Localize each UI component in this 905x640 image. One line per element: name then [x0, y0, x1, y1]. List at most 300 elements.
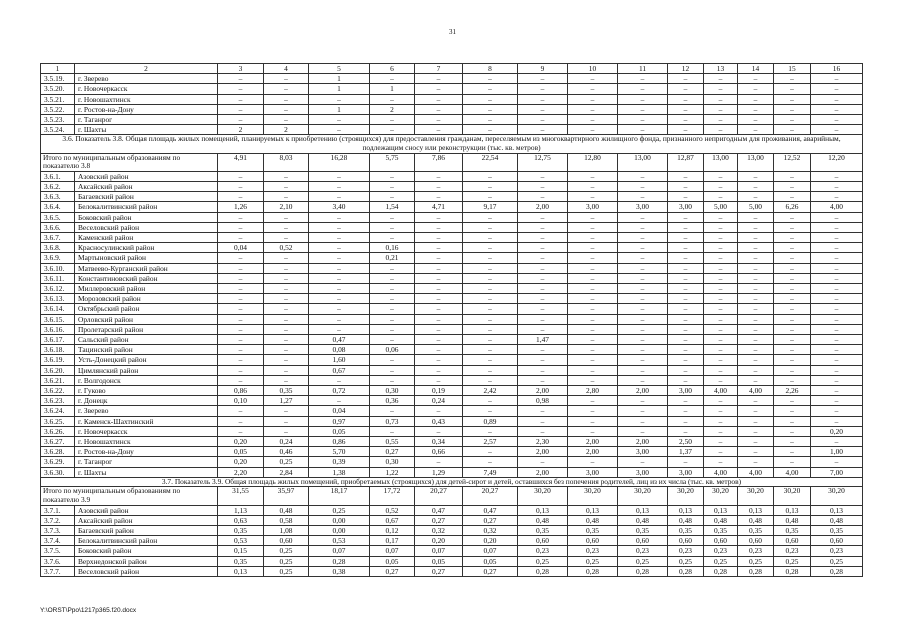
row-code: 3.6.16. [41, 324, 75, 334]
value-cell: – [518, 192, 568, 202]
total-value: 13,00 [738, 153, 774, 171]
value-cell: – [370, 212, 415, 222]
table-row [41, 426, 863, 436]
total-value: 30,20 [668, 487, 704, 505]
value-cell: – [518, 125, 568, 135]
value-cell: – [811, 243, 863, 253]
value-cell: – [774, 74, 811, 84]
value-cell: – [668, 243, 704, 253]
value-cell: – [264, 263, 309, 273]
value-cell: – [704, 304, 738, 314]
value-cell: – [668, 253, 704, 263]
total-value: 8,03 [264, 153, 309, 171]
value-cell: – [618, 426, 668, 436]
value-cell: – [518, 406, 568, 416]
total-value: 31,55 [218, 487, 264, 505]
value-cell: – [811, 84, 863, 94]
column-number: 4 [264, 64, 309, 74]
value-cell: 0,23 [774, 546, 811, 556]
value-cell: 1,29 [415, 467, 463, 477]
row-code: 3.6.1. [41, 171, 75, 181]
value-cell: 7,49 [463, 467, 518, 477]
row-code: 3.6.18. [41, 345, 75, 355]
value-cell: 0,05 [218, 447, 264, 457]
value-cell: 2,00 [518, 447, 568, 457]
value-cell: 0,52 [264, 243, 309, 253]
value-cell: – [463, 375, 518, 385]
value-cell: – [738, 273, 774, 283]
value-cell: 2,50 [668, 437, 704, 447]
value-cell: – [811, 457, 863, 467]
value-cell: 0,13 [668, 505, 704, 515]
value-cell: – [415, 222, 463, 232]
value-cell: – [668, 94, 704, 104]
total-value: 13,00 [704, 153, 738, 171]
value-cell: 4,00 [704, 386, 738, 396]
value-cell: 0,27 [415, 515, 463, 525]
value-cell: 0,28 [518, 566, 568, 576]
row-code: 3.6.27. [41, 437, 75, 447]
value-cell: – [518, 457, 568, 467]
value-cell: – [774, 104, 811, 114]
table-row [41, 94, 863, 104]
municipality-name: г. Донецк [75, 396, 218, 406]
value-cell: – [704, 171, 738, 181]
value-cell: – [218, 284, 264, 294]
value-cell: – [463, 94, 518, 104]
column-number: 7 [415, 64, 463, 74]
table-row [41, 115, 863, 125]
value-cell: 0,00 [309, 526, 370, 536]
value-cell: – [774, 125, 811, 135]
table-row [41, 556, 863, 566]
value-cell: – [704, 324, 738, 334]
value-cell: 0,60 [811, 536, 863, 546]
municipality-name: г. Новошахтинск [75, 437, 218, 447]
municipality-name: г. Каменск-Шахтинский [75, 416, 218, 426]
value-cell: – [704, 314, 738, 324]
value-cell: – [264, 355, 309, 365]
value-cell: – [811, 324, 863, 334]
value-cell: – [309, 324, 370, 334]
table-row [41, 125, 863, 135]
page-number: 31 [449, 28, 456, 36]
value-cell: 0,30 [370, 386, 415, 396]
value-cell: – [811, 253, 863, 263]
value-cell: 1,54 [370, 202, 415, 212]
value-cell: – [218, 74, 264, 84]
value-cell: – [370, 426, 415, 436]
value-cell: 4,00 [704, 467, 738, 477]
municipality-name: Веселовский район [75, 222, 218, 232]
value-cell: – [415, 263, 463, 273]
value-cell: – [568, 171, 618, 181]
value-cell: 1,08 [264, 526, 309, 536]
municipality-name: Веселовский район [75, 566, 218, 576]
value-cell: 0,28 [618, 566, 668, 576]
indicator-table [40, 63, 863, 577]
value-cell: 2,00 [618, 386, 668, 396]
value-cell: 1,38 [309, 467, 370, 477]
value-cell: – [218, 355, 264, 365]
value-cell: – [774, 345, 811, 355]
row-code: 3.5.20. [41, 84, 75, 94]
value-cell: – [370, 192, 415, 202]
column-number: 10 [568, 64, 618, 74]
value-cell: – [738, 94, 774, 104]
table-row [41, 171, 863, 181]
municipality-name: Аксайский район [75, 182, 218, 192]
value-cell: 0,25 [704, 556, 738, 566]
value-cell: 0,07 [370, 546, 415, 556]
value-cell: – [618, 233, 668, 243]
value-cell: – [618, 74, 668, 84]
value-cell: – [568, 104, 618, 114]
value-cell: – [618, 115, 668, 125]
value-cell: – [568, 416, 618, 426]
value-cell: – [738, 365, 774, 375]
value-cell: – [370, 365, 415, 375]
value-cell: 2,30 [518, 437, 568, 447]
value-cell: – [738, 192, 774, 202]
value-cell: 0,23 [568, 546, 618, 556]
table-row [41, 182, 863, 192]
value-cell: – [309, 253, 370, 263]
value-cell: – [618, 365, 668, 375]
municipality-name: г. Новошахтинск [75, 94, 218, 104]
value-cell: – [309, 94, 370, 104]
value-cell: – [811, 437, 863, 447]
value-cell: – [218, 192, 264, 202]
row-code: 3.6.26. [41, 426, 75, 436]
value-cell: – [518, 426, 568, 436]
value-cell: – [218, 253, 264, 263]
value-cell: – [774, 243, 811, 253]
value-cell: 1,27 [264, 396, 309, 406]
value-cell: 0,13 [738, 505, 774, 515]
value-cell: – [811, 304, 863, 314]
value-cell: – [811, 355, 863, 365]
value-cell: – [774, 314, 811, 324]
value-cell: – [738, 233, 774, 243]
municipality-name: Азовский район [75, 171, 218, 181]
value-cell: – [811, 94, 863, 104]
value-cell: 0,05 [370, 556, 415, 566]
value-cell: 0,19 [415, 386, 463, 396]
column-number: 15 [774, 64, 811, 74]
value-cell: – [704, 104, 738, 114]
value-cell: 1 [309, 84, 370, 94]
value-cell: – [811, 365, 863, 375]
value-cell: – [774, 192, 811, 202]
value-cell: – [738, 437, 774, 447]
value-cell: 0,28 [309, 556, 370, 566]
table-row [41, 324, 863, 334]
value-cell: – [463, 294, 518, 304]
value-cell: – [463, 192, 518, 202]
value-cell: – [704, 447, 738, 457]
total-value: 30,20 [704, 487, 738, 505]
municipality-name: Аксайский район [75, 515, 218, 525]
value-cell: 2,00 [568, 447, 618, 457]
value-cell: 0,20 [415, 536, 463, 546]
value-cell: – [774, 294, 811, 304]
value-cell: 3,40 [309, 202, 370, 212]
value-cell: 0,98 [518, 396, 568, 406]
table-row [41, 243, 863, 253]
value-cell: 0,13 [774, 505, 811, 515]
value-cell: – [370, 294, 415, 304]
value-cell: – [518, 324, 568, 334]
value-cell: 2,00 [518, 202, 568, 212]
value-cell: 0,48 [668, 515, 704, 525]
value-cell: – [415, 355, 463, 365]
value-cell: – [704, 192, 738, 202]
value-cell: – [463, 263, 518, 273]
column-number: 14 [738, 64, 774, 74]
value-cell: – [218, 406, 264, 416]
value-cell: – [264, 406, 309, 416]
column-number: 3 [218, 64, 264, 74]
value-cell: – [774, 396, 811, 406]
value-cell: – [370, 324, 415, 334]
value-cell: 5,00 [704, 202, 738, 212]
value-cell: – [568, 406, 618, 416]
value-cell: – [309, 314, 370, 324]
value-cell: – [518, 115, 568, 125]
municipality-name: г. Шахты [75, 125, 218, 135]
value-cell: 3,00 [568, 467, 618, 477]
value-cell: – [738, 84, 774, 94]
value-cell: – [463, 74, 518, 84]
table-row [41, 386, 863, 396]
value-cell: – [518, 182, 568, 192]
value-cell: – [568, 294, 618, 304]
value-cell: – [568, 84, 618, 94]
value-cell: 1 [309, 104, 370, 114]
value-cell: 0,34 [415, 437, 463, 447]
value-cell: 0,36 [370, 396, 415, 406]
value-cell: – [738, 263, 774, 273]
value-cell: – [774, 84, 811, 94]
value-cell: – [218, 273, 264, 283]
value-cell: – [264, 426, 309, 436]
municipality-name: Верхнедонской район [75, 556, 218, 566]
municipality-name: Пролетарский район [75, 324, 218, 334]
value-cell: 0,35 [568, 526, 618, 536]
value-cell: – [264, 84, 309, 94]
municipality-name: г. Волгодонск [75, 375, 218, 385]
value-cell: – [370, 273, 415, 283]
value-cell: – [568, 94, 618, 104]
table-row [41, 515, 863, 525]
value-cell: – [668, 212, 704, 222]
value-cell: – [415, 253, 463, 263]
value-cell: – [518, 304, 568, 314]
value-cell: – [264, 94, 309, 104]
value-cell: 0,25 [811, 556, 863, 566]
value-cell: 0,27 [463, 566, 518, 576]
row-code: 3.6.11. [41, 273, 75, 283]
value-cell: 0,25 [518, 556, 568, 566]
value-cell: – [309, 182, 370, 192]
table-row [41, 355, 863, 365]
value-cell: – [264, 182, 309, 192]
value-cell: – [415, 406, 463, 416]
value-cell: 0,23 [668, 546, 704, 556]
value-cell: 2,00 [618, 437, 668, 447]
value-cell: – [738, 335, 774, 345]
total-value: 12,87 [668, 153, 704, 171]
table-row [41, 457, 863, 467]
value-cell: – [463, 284, 518, 294]
value-cell: – [738, 406, 774, 416]
value-cell: – [415, 457, 463, 467]
value-cell: – [618, 171, 668, 181]
municipality-name: Орловский район [75, 314, 218, 324]
municipality-name: г. Новочеркасск [75, 426, 218, 436]
value-cell: – [704, 365, 738, 375]
value-cell: – [415, 273, 463, 283]
table-row [41, 375, 863, 385]
value-cell: – [415, 233, 463, 243]
value-cell: 0,35 [738, 526, 774, 536]
value-cell: 2,57 [463, 437, 518, 447]
value-cell: 2,00 [568, 437, 618, 447]
row-code: 3.5.23. [41, 115, 75, 125]
value-cell: 0,28 [704, 566, 738, 576]
value-cell: 0,23 [704, 546, 738, 556]
value-cell: 0,25 [568, 556, 618, 566]
value-cell: – [218, 171, 264, 181]
value-cell: 2 [218, 125, 264, 135]
value-cell: – [309, 212, 370, 222]
municipality-name: г. Гуково [75, 386, 218, 396]
value-cell: – [309, 284, 370, 294]
value-cell: – [370, 314, 415, 324]
row-code: 3.6.8. [41, 243, 75, 253]
value-cell: – [309, 233, 370, 243]
row-code: 3.6.24. [41, 406, 75, 416]
municipality-name: Сальский район [75, 335, 218, 345]
value-cell: – [668, 182, 704, 192]
value-cell: – [704, 416, 738, 426]
value-cell: 0,25 [668, 556, 704, 566]
value-cell: 0,13 [618, 505, 668, 515]
value-cell: – [518, 355, 568, 365]
value-cell: – [463, 355, 518, 365]
table-row [41, 396, 863, 406]
value-cell: – [704, 212, 738, 222]
value-cell: 0,25 [309, 505, 370, 515]
value-cell: – [618, 324, 668, 334]
value-cell: – [738, 457, 774, 467]
row-code: 3.6.15. [41, 314, 75, 324]
table-row [41, 505, 863, 515]
value-cell: – [668, 222, 704, 232]
value-cell: 3,00 [618, 467, 668, 477]
value-cell: – [463, 447, 518, 457]
value-cell: 0,23 [518, 546, 568, 556]
value-cell: – [309, 263, 370, 273]
value-cell: – [811, 273, 863, 283]
value-cell: 0,60 [568, 536, 618, 546]
value-cell: – [704, 182, 738, 192]
value-cell: 0,05 [415, 556, 463, 566]
value-cell: 0,25 [774, 556, 811, 566]
value-cell: – [811, 406, 863, 416]
value-cell: – [309, 125, 370, 135]
value-cell: – [704, 263, 738, 273]
value-cell: – [309, 115, 370, 125]
value-cell: – [704, 273, 738, 283]
value-cell: – [618, 355, 668, 365]
value-cell: 0,58 [264, 515, 309, 525]
value-cell: – [568, 335, 618, 345]
value-cell: – [811, 233, 863, 243]
value-cell: 2,80 [568, 386, 618, 396]
value-cell: – [309, 243, 370, 253]
value-cell: – [518, 84, 568, 94]
value-cell: – [618, 94, 668, 104]
value-cell: 0,86 [218, 386, 264, 396]
value-cell: 0,16 [370, 243, 415, 253]
value-cell: – [218, 304, 264, 314]
value-cell: – [518, 345, 568, 355]
value-cell: 9,17 [463, 202, 518, 212]
value-cell: – [738, 324, 774, 334]
total-value: 12,20 [811, 153, 863, 171]
value-cell: – [264, 304, 309, 314]
value-cell: – [618, 457, 668, 467]
total-value: 30,20 [518, 487, 568, 505]
value-cell: 0,27 [463, 515, 518, 525]
value-cell: – [415, 314, 463, 324]
value-cell: – [415, 335, 463, 345]
value-cell: 0,23 [811, 546, 863, 556]
value-cell: – [704, 243, 738, 253]
value-cell: – [618, 304, 668, 314]
value-cell: – [415, 125, 463, 135]
value-cell: – [668, 304, 704, 314]
value-cell: 4,71 [415, 202, 463, 212]
value-cell: – [568, 115, 618, 125]
value-cell: – [415, 304, 463, 314]
value-cell: – [704, 94, 738, 104]
value-cell: 0,48 [568, 515, 618, 525]
value-cell: – [218, 84, 264, 94]
value-cell: – [370, 115, 415, 125]
value-cell: – [618, 375, 668, 385]
total-value: 30,20 [774, 487, 811, 505]
value-cell: – [668, 426, 704, 436]
value-cell: 0,25 [264, 457, 309, 467]
row-code: 3.6.20. [41, 365, 75, 375]
total-value: 16,28 [309, 153, 370, 171]
value-cell: 0,07 [463, 546, 518, 556]
value-cell: – [811, 125, 863, 135]
value-cell: 0,48 [774, 515, 811, 525]
total-value: 20,27 [415, 487, 463, 505]
value-cell: 0,04 [309, 406, 370, 416]
value-cell: – [218, 294, 264, 304]
value-cell: – [704, 294, 738, 304]
value-cell: – [218, 263, 264, 273]
column-number: 13 [704, 64, 738, 74]
value-cell: – [264, 416, 309, 426]
table-row [41, 416, 863, 426]
municipality-name: г. Новочеркасск [75, 84, 218, 94]
